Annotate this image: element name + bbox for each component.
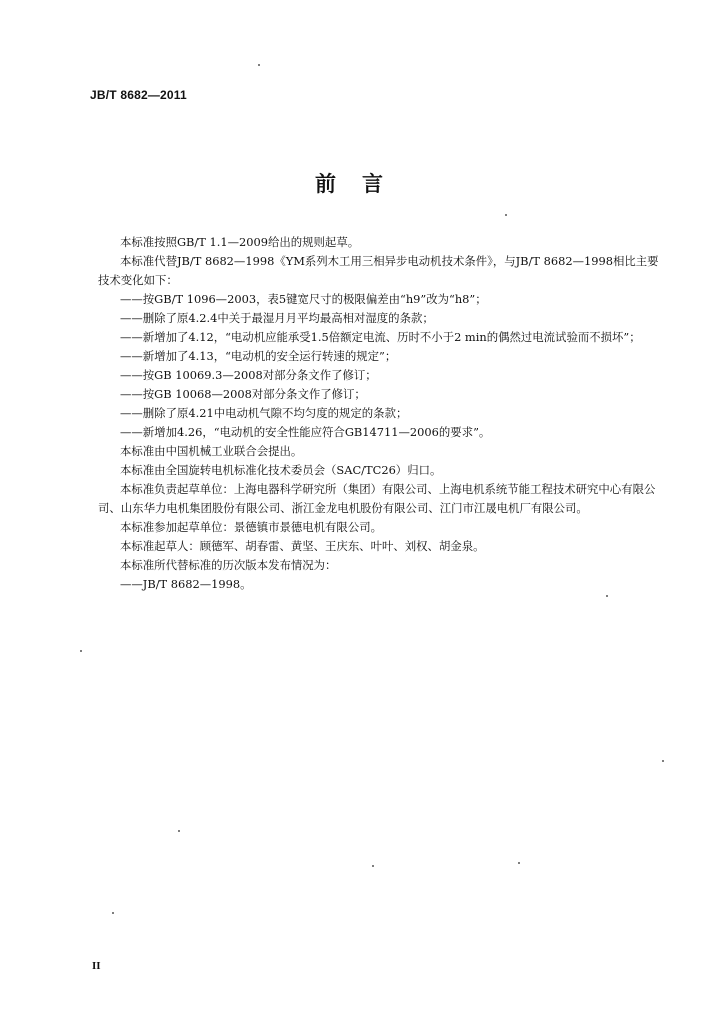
paragraph-drafting-rules: 本标准按照GB/T 1.1—2009给出的规则起草。 <box>120 235 360 249</box>
standard-number: JB/T 8682—2011 <box>90 88 187 102</box>
paragraph-committee: 本标准由全国旋转电机标准化技术委员会（SAC/TC26）归口。 <box>120 463 442 477</box>
change-item: ——按GB 10068—2008对部分条文作了修订； <box>120 387 366 401</box>
change-item: ——新增加了4.13，“电动机的安全运行转速的规定”； <box>120 349 397 363</box>
change-item: ——新增加4.26，“电动机的安全性能应符合GB14711—2006的要求”。 <box>120 425 491 439</box>
change-item: ——删除了原4.2.4中关于最湿月月平均最高相对湿度的条款； <box>120 311 434 325</box>
change-item: ——按GB/T 1096—2003，表5键宽尺寸的极限偏差由“h9”改为“h8”； <box>120 292 487 306</box>
scan-speck <box>258 64 260 66</box>
scan-speck <box>80 650 82 652</box>
paragraph-proposer: 本标准由中国机械工业联合会提出。 <box>120 444 303 458</box>
paragraph-history-intro: 本标准所代替标准的历次版本发布情况为： <box>120 558 337 572</box>
scan-speck <box>112 912 114 914</box>
scan-speck <box>606 595 608 597</box>
change-item: ——按GB 10069.3—2008对部分条文作了修订； <box>120 368 377 382</box>
foreword-body <box>98 233 664 594</box>
scan-speck <box>372 865 374 867</box>
paragraph-replacement: 本标准代替JB/T 8682—1998《YM系列木工用三相异步电动机技术条件》，与JB/T 8682—1998相比主要技术变化如下： <box>98 254 659 287</box>
scan-speck <box>662 760 664 762</box>
scan-speck <box>178 830 180 832</box>
paragraph-lead-drafters: 本标准负责起草单位：上海电器科学研究所（集团）有限公司、上海电机系统节能工程技术研究中心有限公司、山东华力电机集团股份有限公司、浙江金龙电机股份有限公司、江门市江晟电机厂有限公司。 <box>98 482 656 515</box>
change-item: ——新增加了4.12，“电动机应能承受1.5倍额定电流、历时不小于2 min的偶然过电流试验而不损坏”； <box>120 330 641 344</box>
page-title: 前言 <box>315 172 409 196</box>
history-item: ——JB/T 8682—1998。 <box>120 577 252 591</box>
scan-speck <box>518 862 520 864</box>
paragraph-participating-drafters: 本标准参加起草单位：景德镇市景德电机有限公司。 <box>120 520 382 534</box>
paragraph-drafters: 本标准起草人：顾德军、胡春雷、黄坚、王庆东、叶叶、刘权、胡金泉。 <box>120 539 485 553</box>
scan-speck <box>505 214 507 216</box>
change-item: ——删除了原4.21中电动机气隙不均匀度的规定的条款； <box>120 406 408 420</box>
page-number: II <box>92 960 101 972</box>
